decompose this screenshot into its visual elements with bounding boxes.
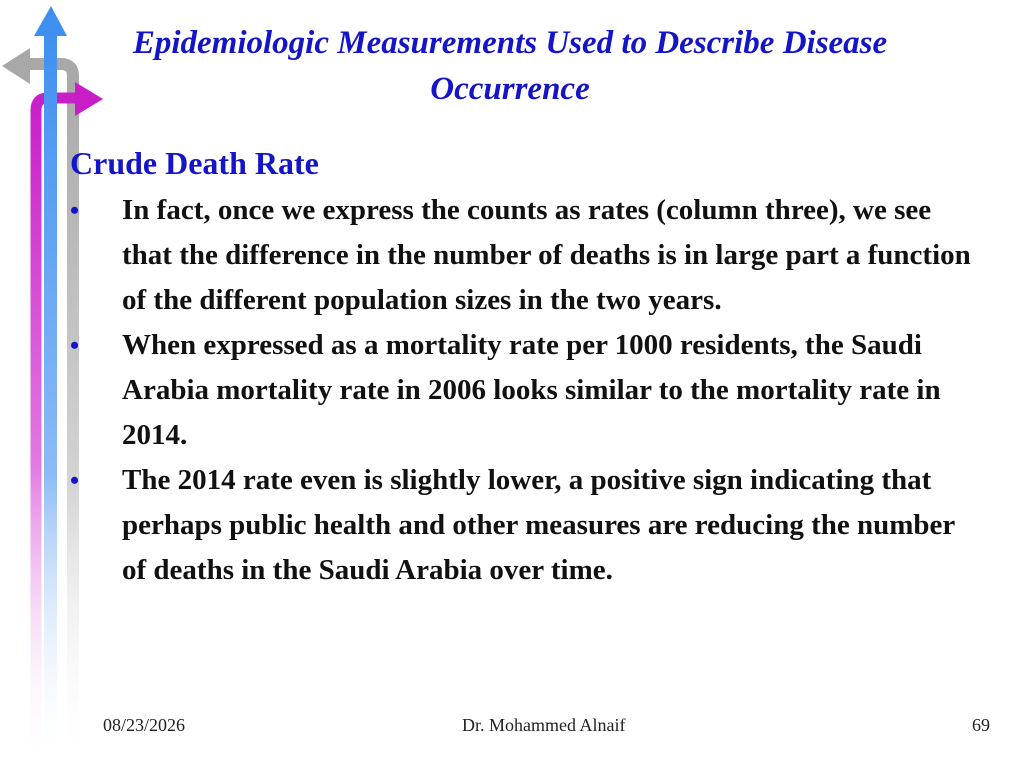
bullet-item <box>70 458 980 593</box>
bullet-text: In fact, once we express the counts as rates (column three), we see that the difference in the number of deaths is in large part a function of the different population sizes in the two years. <box>122 194 971 316</box>
bullet-item <box>70 323 980 458</box>
bullet-icon: • <box>70 466 80 495</box>
slide-number: 69 <box>972 715 990 735</box>
footer-author: Dr. Mohammed Alnaif <box>462 715 626 735</box>
footer-date: 08/23/2026 <box>103 715 186 735</box>
bullet-text: When expressed as a mortality rate per 1000 residents, the Saudi Arabia mortality rate in 2006 looks similar to the mortality rate in 2014. <box>122 329 941 451</box>
bullet-list <box>70 188 980 593</box>
bullet-icon: • <box>70 196 80 225</box>
page-title: Epidemiologic Measurements Used to Describe Disease Occurrence <box>132 25 888 107</box>
bullet-item <box>70 188 980 323</box>
bullet-text: The 2014 rate even is slightly lower, a positive sign indicating that perhaps public health and other measures are reducing the number of deaths in the Saudi Arabia over time. <box>122 464 955 586</box>
section-heading: Crude Death Rate <box>70 145 319 181</box>
bullet-icon: • <box>70 331 80 360</box>
